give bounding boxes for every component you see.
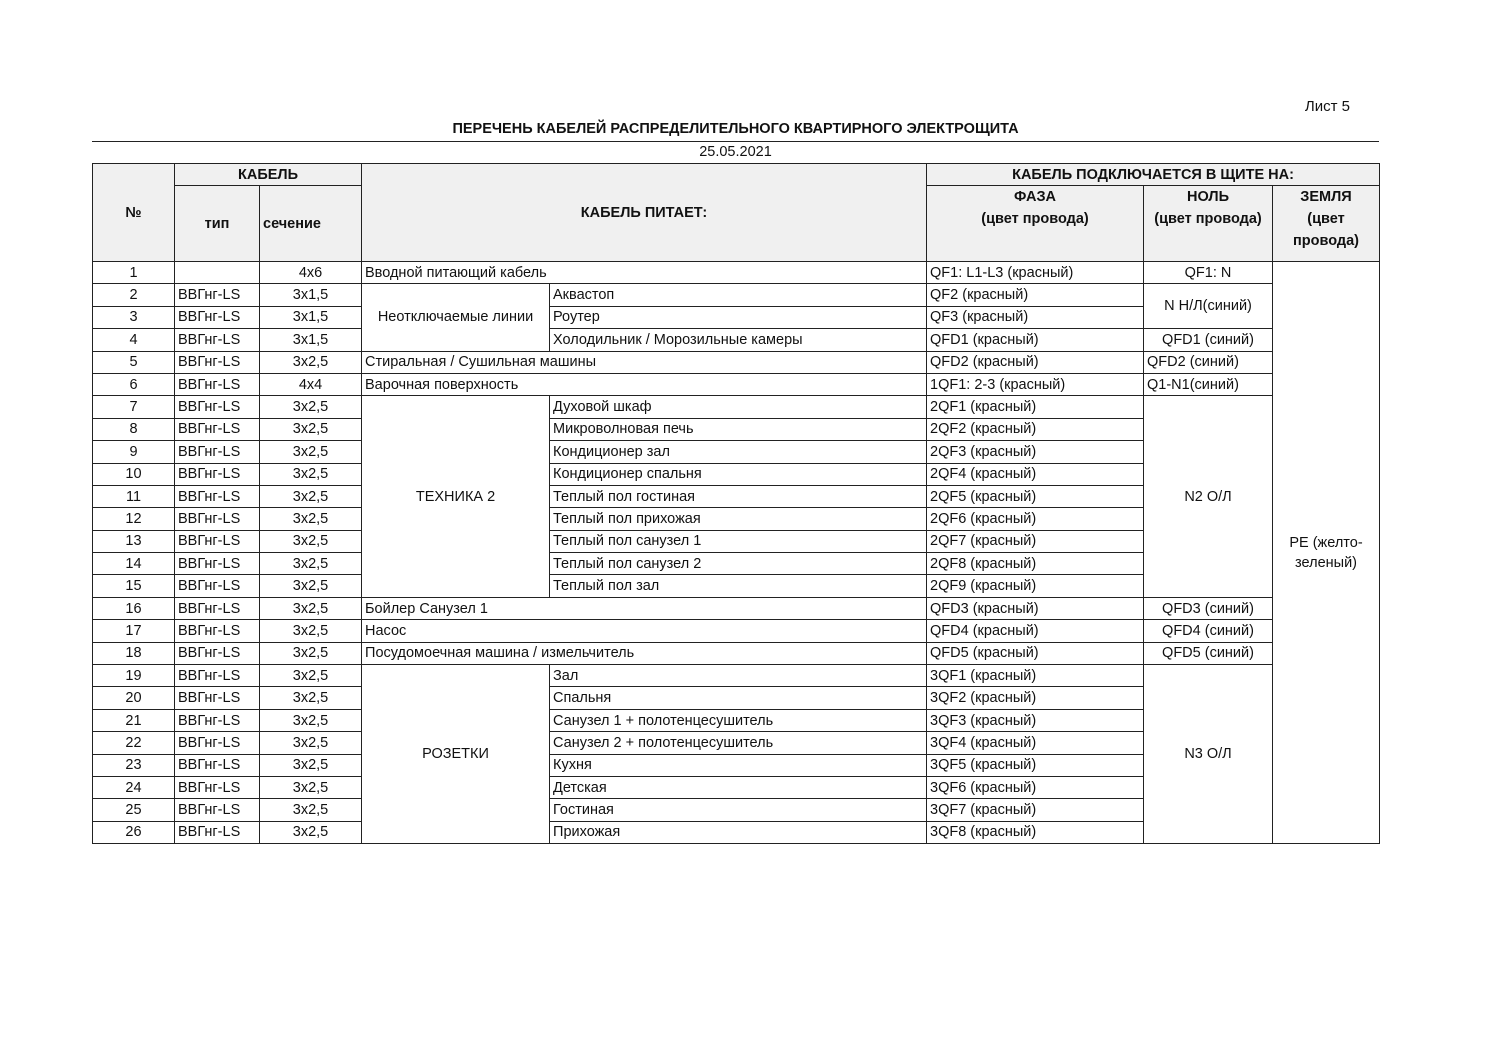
cell-phase: 1QF1: 2-3 (красный) <box>927 373 1144 395</box>
cell-section: 3х2,5 <box>260 485 362 507</box>
cell-neutral: N2 О/Л <box>1144 396 1273 598</box>
cell-neutral: QFD3 (синий) <box>1144 597 1273 619</box>
cell-load: Спальня <box>550 687 927 709</box>
header-section-label: сечение <box>263 215 321 232</box>
header-neutral <box>1144 186 1273 262</box>
cell-neutral: QFD2 (синий) <box>1144 351 1273 373</box>
cell-phase: QF3 (красный) <box>927 306 1144 328</box>
header-connects: КАБЕЛЬ ПОДКЛЮЧАЕТСЯ В ЩИТЕ НА: <box>927 164 1380 186</box>
cell-number: 21 <box>93 709 175 731</box>
cell-section: 3х2,5 <box>260 821 362 843</box>
cell-earth-line1: PE (желто- <box>1289 534 1363 551</box>
cell-section: 3х2,5 <box>260 396 362 418</box>
cell-number: 4 <box>93 329 175 351</box>
cell-phase: QFD4 (красный) <box>927 620 1144 642</box>
cell-number: 23 <box>93 754 175 776</box>
cell-load: Кондиционер спальня <box>550 463 927 485</box>
cell-type: ВВГнг-LS <box>175 620 260 642</box>
cell-section: 4х6 <box>260 262 362 284</box>
cell-phase: 2QF5 (красный) <box>927 485 1144 507</box>
cell-load: Духовой шкаф <box>550 396 927 418</box>
cell-type: ВВГнг-LS <box>175 351 260 373</box>
cell-type: ВВГнг-LS <box>175 441 260 463</box>
cell-phase: QFD3 (красный) <box>927 597 1144 619</box>
cell-section: 3х2,5 <box>260 620 362 642</box>
cell-phase: 3QF3 (красный) <box>927 709 1144 731</box>
cell-load: Кондиционер зал <box>550 441 927 463</box>
header-earth-title: ЗЕМЛЯ <box>1300 189 1352 205</box>
cell-phase: 2QF8 (красный) <box>927 553 1144 575</box>
cell-load: Стиральная / Сушильная машины <box>362 351 927 373</box>
cell-number: 25 <box>93 799 175 821</box>
cell-load: Санузел 1 + полотенцесушитель <box>550 709 927 731</box>
cell-type: ВВГнг-LS <box>175 799 260 821</box>
cell-section: 3х2,5 <box>260 665 362 687</box>
table-row <box>93 262 1380 284</box>
cell-phase: QFD5 (красный) <box>927 642 1144 664</box>
cell-phase: QF2 (красный) <box>927 284 1144 306</box>
cell-number: 2 <box>93 284 175 306</box>
cell-load: Холодильник / Морозильные камеры <box>550 329 927 351</box>
cell-phase: 2QF7 (красный) <box>927 530 1144 552</box>
cell-number: 9 <box>93 441 175 463</box>
cell-phase: 2QF1 (красный) <box>927 396 1144 418</box>
header-phase-title: ФАЗА <box>1013 189 1057 205</box>
cell-load: Теплый пол прихожая <box>550 508 927 530</box>
cell-phase: 2QF9 (красный) <box>927 575 1144 597</box>
cell-number: 24 <box>93 776 175 798</box>
cell-type: ВВГнг-LS <box>175 373 260 395</box>
cell-section: 3х2,5 <box>260 351 362 373</box>
cell-type: ВВГнг-LS <box>175 597 260 619</box>
cell-type: ВВГнг-LS <box>175 687 260 709</box>
header-cable: КАБЕЛЬ <box>175 164 362 186</box>
cell-phase: 3QF4 (красный) <box>927 732 1144 754</box>
table-row <box>93 284 1380 306</box>
cell-type: ВВГнг-LS <box>175 754 260 776</box>
header-section <box>260 186 362 262</box>
document-date: 25.05.2021 <box>699 144 772 160</box>
cell-load: Санузел 2 + полотенцесушитель <box>550 732 927 754</box>
cell-type: ВВГнг-LS <box>175 306 260 328</box>
cell-section: 3х2,5 <box>260 754 362 776</box>
table-row <box>93 665 1380 687</box>
cell-type: ВВГнг-LS <box>175 284 260 306</box>
cell-phase: 3QF7 (красный) <box>927 799 1144 821</box>
cell-section: 3х1,5 <box>260 329 362 351</box>
cell-type: ВВГнг-LS <box>175 418 260 440</box>
cell-section: 3х1,5 <box>260 284 362 306</box>
cell-phase: QF1: L1-L3 (красный) <box>927 262 1144 284</box>
cell-section: 3х2,5 <box>260 597 362 619</box>
cell-phase: QFD1 (красный) <box>927 329 1144 351</box>
cell-phase: 3QF2 (красный) <box>927 687 1144 709</box>
cell-group: РОЗЕТКИ <box>362 665 550 844</box>
cell-number: 19 <box>93 665 175 687</box>
cell-load: Варочная поверхность <box>362 373 927 395</box>
cell-number: 12 <box>93 508 175 530</box>
cell-phase: 3QF5 (красный) <box>927 754 1144 776</box>
cell-type: ВВГнг-LS <box>175 665 260 687</box>
cell-neutral: Q1-N1(синий) <box>1144 373 1273 395</box>
cell-number: 7 <box>93 396 175 418</box>
table-body <box>93 262 1380 844</box>
cell-load: Теплый пол санузел 2 <box>550 553 927 575</box>
cell-load: Вводной питающий кабель <box>362 262 927 284</box>
cell-load: Микроволновая печь <box>550 418 927 440</box>
table-row <box>93 642 1380 664</box>
cell-number: 26 <box>93 821 175 843</box>
cell-type: ВВГнг-LS <box>175 776 260 798</box>
cell-number: 16 <box>93 597 175 619</box>
cell-neutral: QFD1 (синий) <box>1144 329 1273 351</box>
cell-number: 1 <box>93 262 175 284</box>
cell-load: Теплый пол зал <box>550 575 927 597</box>
cell-number: 13 <box>93 530 175 552</box>
cell-load: Бойлер Санузел 1 <box>362 597 927 619</box>
cell-number: 5 <box>93 351 175 373</box>
cell-section: 3х2,5 <box>260 687 362 709</box>
cell-number: 14 <box>93 553 175 575</box>
cell-type: ВВГнг-LS <box>175 463 260 485</box>
cell-type <box>175 262 260 284</box>
cell-number: 15 <box>93 575 175 597</box>
cell-phase: 2QF2 (красный) <box>927 418 1144 440</box>
cell-section: 3х1,5 <box>260 306 362 328</box>
cell-load: Зал <box>550 665 927 687</box>
cell-load: Аквастоп <box>550 284 927 306</box>
cell-phase: 2QF4 (красный) <box>927 463 1144 485</box>
cell-section: 3х2,5 <box>260 575 362 597</box>
cell-group: Неотключаемые линии <box>362 284 550 351</box>
cell-type: ВВГнг-LS <box>175 642 260 664</box>
cell-type: ВВГнг-LS <box>175 485 260 507</box>
table-row <box>93 373 1380 395</box>
cell-number: 10 <box>93 463 175 485</box>
cell-phase: 2QF6 (красный) <box>927 508 1144 530</box>
cell-load: Гостиная <box>550 799 927 821</box>
table-row <box>93 620 1380 642</box>
cell-number: 20 <box>93 687 175 709</box>
cell-number: 17 <box>93 620 175 642</box>
cell-section: 3х2,5 <box>260 732 362 754</box>
cell-neutral: N3 О/Л <box>1144 665 1273 844</box>
cell-type: ВВГнг-LS <box>175 732 260 754</box>
header-earth <box>1273 186 1380 262</box>
cell-phase: QFD2 (красный) <box>927 351 1144 373</box>
cell-phase: 3QF8 (красный) <box>927 821 1144 843</box>
cell-load: Прихожая <box>550 821 927 843</box>
cell-load: Теплый пол санузел 1 <box>550 530 927 552</box>
table-row <box>93 351 1380 373</box>
header-neutral-sub: (цвет провода) <box>1154 211 1262 227</box>
cell-neutral: QFD4 (синий) <box>1144 620 1273 642</box>
header-phase <box>927 186 1144 262</box>
cell-type: ВВГнг-LS <box>175 575 260 597</box>
cell-number: 6 <box>93 373 175 395</box>
header-feeds: КАБЕЛЬ ПИТАЕТ: <box>362 164 927 262</box>
cell-section: 3х2,5 <box>260 530 362 552</box>
cell-section: 3х2,5 <box>260 553 362 575</box>
cell-load: Роутер <box>550 306 927 328</box>
cell-number: 8 <box>93 418 175 440</box>
cable-table <box>92 163 1380 844</box>
table-row <box>93 396 1380 418</box>
cell-number: 22 <box>93 732 175 754</box>
cell-load: Посудомоечная машина / измельчитель <box>362 642 927 664</box>
cell-section: 4х4 <box>260 373 362 395</box>
header-type: тип <box>175 186 260 262</box>
header-phase-sub: (цвет провода) <box>981 211 1089 227</box>
cell-section: 3х2,5 <box>260 418 362 440</box>
cell-section: 3х2,5 <box>260 776 362 798</box>
cell-load: Детская <box>550 776 927 798</box>
cell-neutral: QFD5 (синий) <box>1144 642 1273 664</box>
cell-type: ВВГнг-LS <box>175 709 260 731</box>
header-earth-sub2: провода) <box>1293 233 1359 249</box>
cell-section: 3х2,5 <box>260 799 362 821</box>
cell-load: Кухня <box>550 754 927 776</box>
sheet-number: Лист 5 <box>1304 98 1350 115</box>
header-neutral-title: НОЛЬ <box>1187 189 1230 205</box>
cell-type: ВВГнг-LS <box>175 508 260 530</box>
cell-number: 11 <box>93 485 175 507</box>
cell-neutral: QF1: N <box>1144 262 1273 284</box>
cell-load: Теплый пол гостиная <box>550 485 927 507</box>
cell-number: 18 <box>93 642 175 664</box>
table-row <box>93 597 1380 619</box>
cell-earth <box>1273 262 1380 844</box>
document-title: ПЕРЕЧЕНЬ КАБЕЛЕЙ РАСПРЕДЕЛИТЕЛЬНОГО КВАРТИРНОГО ЭЛЕКТРОЩИТА <box>452 121 1019 137</box>
table-header <box>93 164 1380 262</box>
header-earth-sub1: (цвет <box>1307 211 1345 227</box>
cell-phase: 3QF1 (красный) <box>927 665 1144 687</box>
cell-section: 3х2,5 <box>260 463 362 485</box>
cell-type: ВВГнг-LS <box>175 553 260 575</box>
title-divider <box>92 141 1379 142</box>
cell-neutral: N Н/Л(синий) <box>1144 284 1273 329</box>
cell-type: ВВГнг-LS <box>175 530 260 552</box>
cell-load: Насос <box>362 620 927 642</box>
table-row <box>93 329 1380 351</box>
cell-section: 3х2,5 <box>260 642 362 664</box>
cell-number: 3 <box>93 306 175 328</box>
cell-section: 3х2,5 <box>260 709 362 731</box>
header-number: № <box>93 164 175 262</box>
cell-earth-line2: зеленый) <box>1295 554 1357 571</box>
cell-group: ТЕХНИКА 2 <box>362 396 550 598</box>
cell-phase: 3QF6 (красный) <box>927 776 1144 798</box>
cell-type: ВВГнг-LS <box>175 396 260 418</box>
cell-section: 3х2,5 <box>260 441 362 463</box>
cell-type: ВВГнг-LS <box>175 821 260 843</box>
cell-section: 3х2,5 <box>260 508 362 530</box>
cell-phase: 2QF3 (красный) <box>927 441 1144 463</box>
cell-type: ВВГнг-LS <box>175 329 260 351</box>
